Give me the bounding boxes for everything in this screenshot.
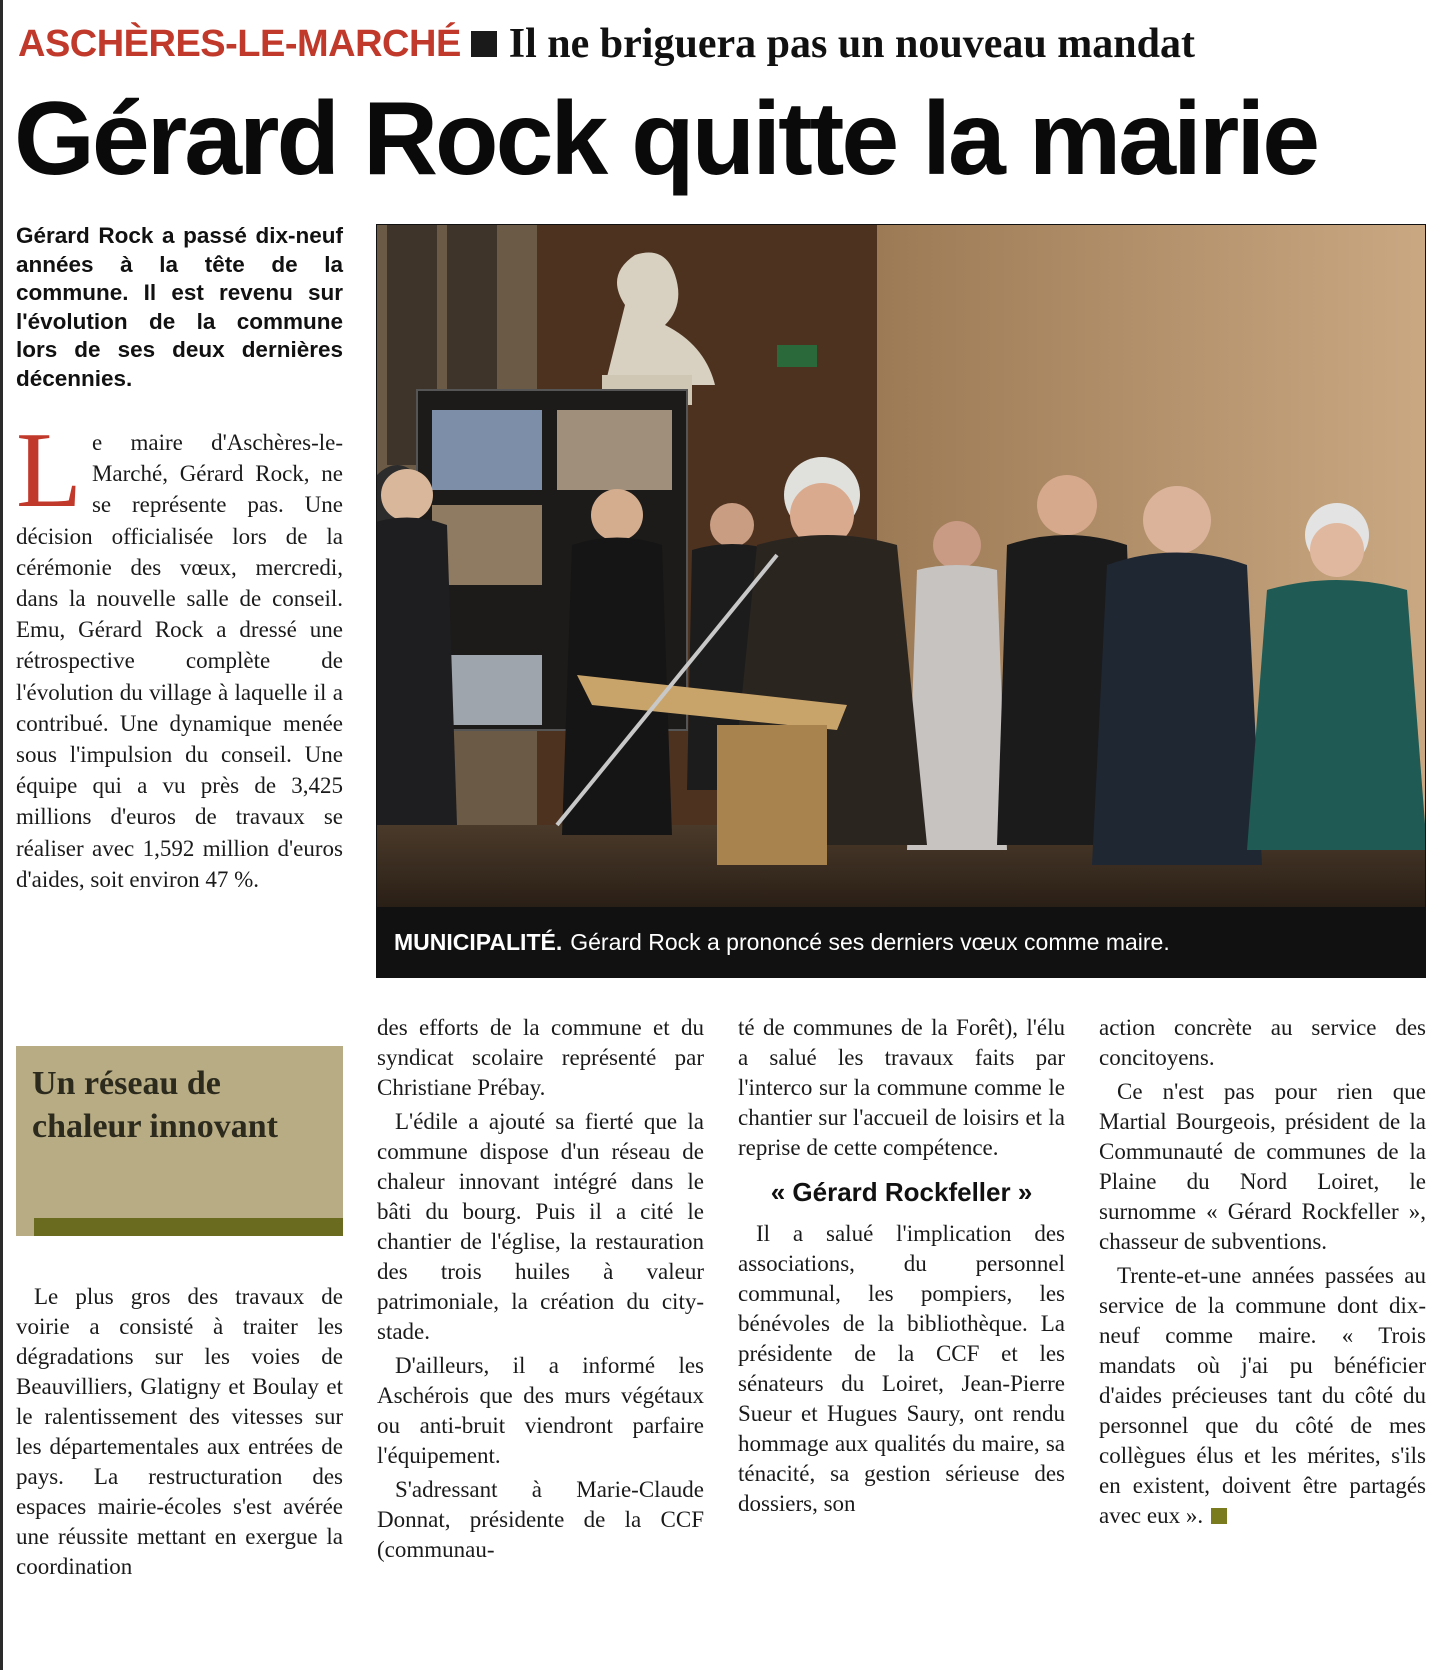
paragraph: Ce n'est pas pour rien que Martial Bourgeois, président de la Communauté de communes de la Plaine du Nord Loiret, le surnomme « Gérard Rockfeller », chasseur de subventions. [1099,1079,1426,1254]
left-column-rule [0,0,3,1670]
locality-label: ASCHÈRES-LE-MARCHÉ [18,22,461,65]
drop-cap: L [16,411,82,530]
intro-text: e maire d'Aschères-le-Marché, Gérard Rock, ne se représente pas. Une décision officialisée lors de la cérémonie des vœux, mercredi, dans la nouvelle salle de conseil. Emu, Gérard Rock a dressé une rétrospective complète de l'évolution du village à laquelle il a contribué. Une dynamique menée sous l'impulsion du conseil. Une équipe qui a vu près de 3,425 millions d'euros de travaux se réaliser avec 1,592 million d'euros d'aides, soit environ 47 %. [16,430,343,892]
article-photo [376,224,1426,978]
paragraph: D'ailleurs, il a informé les Aschérois que des murs végétaux ou anti-bruit viendront parfaire l'équipement. [377,1353,704,1468]
column-3 [738,1013,1065,1523]
sidebar-box [16,1046,343,1236]
photo-caption [377,907,1426,977]
sidebar-accent-bar [34,1218,343,1236]
paragraph [1099,1261,1426,1531]
ceremony-photo-illustration [377,225,1426,907]
intro-paragraph [16,411,343,895]
caption-label: MUNICIPALITÉ. [394,929,563,955]
paragraph: té de communes de la Forêt), l'élu a salué les travaux faits par l'interco sur la commune comme le chantier sur l'accueil de loisirs et la reprise de cette compétence. [738,1015,1065,1160]
column-4 [1099,1013,1426,1535]
caption-text: Gérard Rock a prononcé ses derniers vœux comme maire. [570,929,1170,955]
column-2 [377,1013,704,1569]
paragraph: Il a salué l'implication des associations, du personnel communal, les pompiers, les bénévoles de la bibliothèque. La présidente de la CCF et les sénateurs du Loiret, Jean-Pierre Sueur et Hugues Saury, ont rendu hommage aux qualités du maire, sa ténacité, sa gestion sérieuse des dossiers, son [738,1221,1065,1516]
paragraph: action concrète au service des concitoyens. [1099,1015,1426,1070]
headline: Gérard Rock quitte la mairie [14,81,1318,197]
kicker-subtitle: Il ne briguera pas un nouveau mandat [508,21,1195,67]
paragraph: Le plus gros des travaux de voirie a consisté à traiter les dégradations sur les voies de Beauvilliers, Glatigny et Boulay et le ralentissement des vitesses sur les départementales aux entrées de pays. La restructuration des espaces mairie-écoles s'est avérée une réussite mettant en exergue la coordination [16,1284,343,1579]
final-paragraph-text: Trente-et-une années passées au service de la commune dont dix-neuf comme maire. « Trois mandats où j'ai pu bénéficier d'aides précieuses tant du côté du personnel que du côté de mes collègues élus et les mérites, s'ils en existent, doivent être partagés avec eux ». [1099,1263,1426,1528]
paragraph: L'édile a ajouté sa fierté que la commune dispose d'un réseau de chaleur innovant intégré dans le bâti du bourg. Puis il a cité le chantier de l'église, la restauration des trois huiles à valeur patrimoniale, la création du city-stade. [377,1109,704,1344]
end-of-article-mark-icon [1211,1508,1227,1524]
kicker [18,18,1195,70]
intertitle: « Gérard Rockfeller » [770,1177,1033,1207]
lead-paragraph: Gérard Rock a passé dix-neuf années à la tête de la commune. Il est revenu sur l'évolution de la commune lors de ses deux dernières décennies. [16,223,343,391]
kicker-square-icon [471,31,497,57]
column-1 [16,1282,343,1586]
paragraph: S'adressant à Marie-Claude Donnat, présidente de la CCF (communau- [377,1477,704,1562]
sidebar-title: Un réseau de chaleur innovant [32,1065,278,1145]
paragraph: des efforts de la commune et du syndicat scolaire représenté par Christiane Prébay. [377,1015,704,1100]
